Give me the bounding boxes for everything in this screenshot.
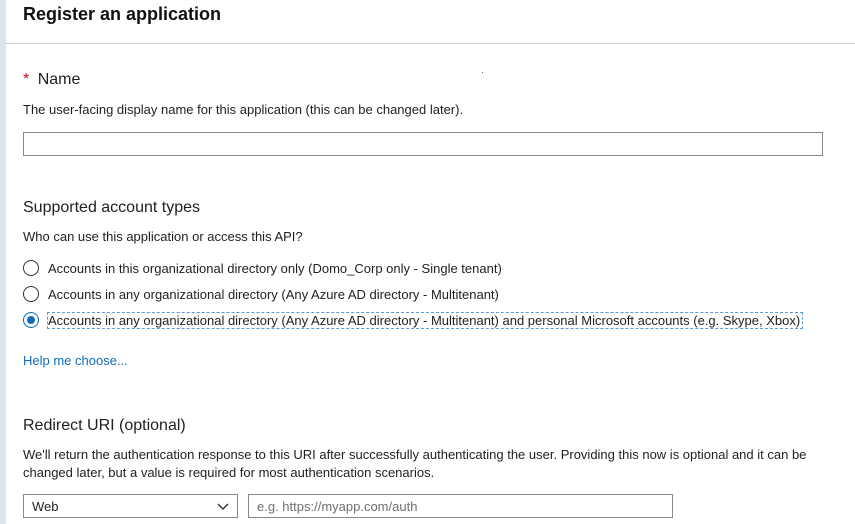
name-input[interactable]	[23, 132, 823, 156]
platform-select[interactable]	[23, 494, 238, 518]
account-type-option-single-tenant[interactable]	[23, 257, 502, 279]
redirect-description-line-1: We'll return the authentication response to this URI after successfully authenticating the user. Providing this now is optional and it can be	[23, 447, 807, 462]
account-types-question: Who can use this application or access this API?	[23, 229, 303, 244]
account-type-option-multitenant[interactable]	[23, 283, 499, 305]
left-rail	[0, 0, 6, 524]
page-title: Register an application	[23, 4, 222, 24]
radio-button-selected[interactable]	[23, 312, 39, 328]
radio-button[interactable]	[23, 286, 39, 302]
account-type-option-multitenant-personal[interactable]	[23, 309, 802, 331]
account-type-option-label: Accounts in this organizational directory only (Domo_Corp only - Single tenant)	[48, 260, 502, 276]
name-label: Name	[37, 71, 81, 88]
redirect-description-line-2: changed later, but a value is required for most authentication scenarios.	[23, 465, 435, 480]
redirect-uri-description	[23, 446, 823, 482]
account-types-label: Supported account types	[23, 199, 201, 216]
redirect-uri-input[interactable]	[248, 494, 673, 518]
required-marker: *	[23, 71, 30, 88]
stray-dot	[482, 72, 483, 73]
chevron-down-icon	[217, 500, 229, 512]
platform-select-value: Web	[32, 498, 59, 514]
redirect-uri-label: Redirect URI (optional)	[23, 417, 186, 434]
help-me-choose-link[interactable]: Help me choose...	[23, 353, 128, 368]
account-type-option-label: Accounts in any organizational directory (Any Azure AD directory - Multitenant)	[48, 286, 499, 302]
radio-button[interactable]	[23, 260, 39, 276]
account-type-option-label: Accounts in any organizational directory (Any Azure AD directory - Multitenant) and personal Microsoft accounts (e.g. Skype, Xbox)	[48, 312, 801, 328]
name-description: The user-facing display name for this application (this can be changed later).	[23, 102, 464, 117]
name-label-row	[23, 71, 80, 89]
page-header	[6, 0, 855, 44]
